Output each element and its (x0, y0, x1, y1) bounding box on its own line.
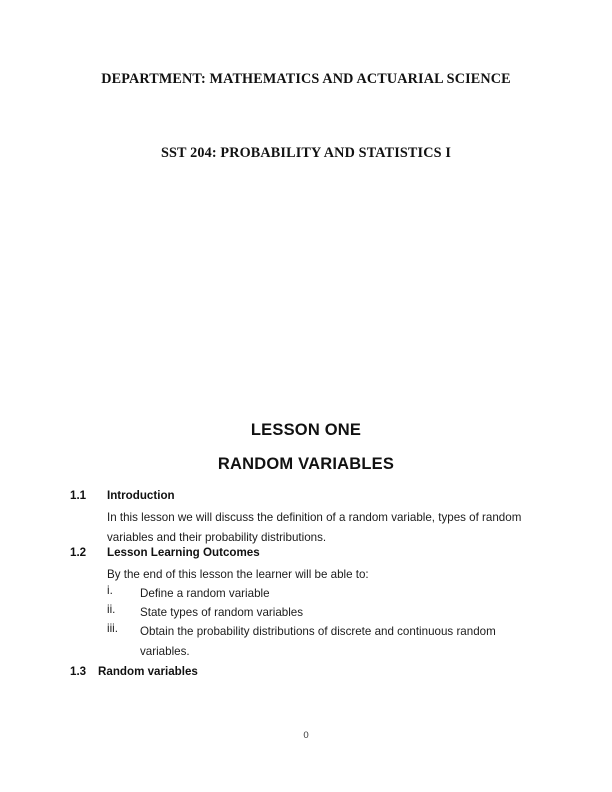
section-number-1-3: 1.3 (70, 665, 87, 678)
department-header: DEPARTMENT: MATHEMATICS AND ACTUARIAL SCIENCE (101, 71, 511, 87)
list-item-marker-i: i. (107, 584, 113, 597)
page-number: 0 (303, 730, 309, 741)
list-item-text-iii: Obtain the probability distributions of discrete and continuous random variables. (140, 625, 496, 658)
section-label-random-variables: Random variables (98, 665, 198, 678)
list-item-text-ii: State types of random variables (140, 606, 304, 619)
list-item-marker-ii: ii. (107, 603, 116, 616)
section-body-1-1: In this lesson we will discuss the definition of a random variable, types of random variables and their probability distributions. (107, 511, 522, 544)
list-item-marker-iii: iii. (107, 622, 118, 635)
section-number-1-1: 1.1 (70, 489, 87, 502)
course-header: SST 204: PROBABILITY AND STATISTICS I (160, 145, 452, 161)
lesson-title: LESSON ONE (250, 421, 362, 439)
section-body-1-2: By the end of this lesson the learner will be able to: (107, 568, 369, 581)
lesson-subject-title: RANDOM VARIABLES (217, 455, 395, 473)
section-label-learning-outcomes: Lesson Learning Outcomes (107, 546, 260, 559)
section-number-1-2: 1.2 (70, 546, 87, 559)
list-item-text-i: Define a random variable (140, 587, 270, 600)
section-label-introduction: Introduction (107, 489, 175, 502)
